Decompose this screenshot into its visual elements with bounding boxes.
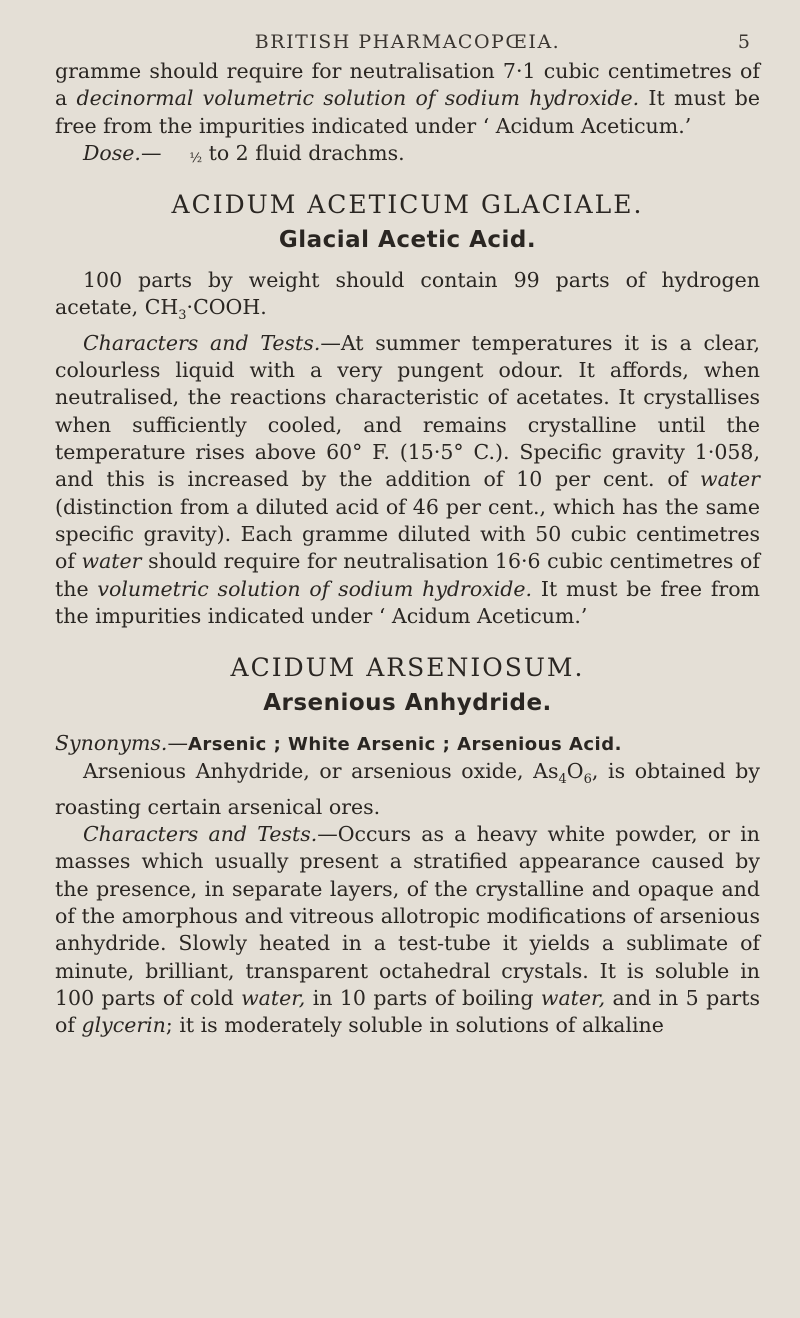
glacial-composition-paragraph — [55, 267, 760, 330]
monograph-subtitle-arsenious: Arsenious Anhydride. — [263, 690, 552, 717]
synonyms-dash: — — [167, 731, 188, 756]
glacial-composition-text-1: 100 parts by weight should contain 99 parts of hydrogen acetate, CH — [55, 268, 760, 320]
arsenious-composition-paragraph — [55, 758, 760, 821]
synonyms-line — [55, 730, 760, 758]
arsenious-formula-oxygen: O — [566, 759, 584, 784]
arsenious-tests-text-4: ; it is moderately soluble in solutions of alkaline — [165, 1013, 664, 1038]
page-number: 5 — [737, 31, 750, 53]
monograph-title-arsenious: ACIDUM ARSENIOSUM. — [230, 653, 585, 683]
arsenious-tests-em-3: glycerin — [81, 1013, 166, 1038]
glacial-tests-text-4: It must be free from the impurities indicated under ‘ Acidum Aceticum.’ — [55, 576, 761, 628]
arsenious-composition-text-1: Arsenious Anhydride, or arsenious oxide, As — [83, 759, 559, 784]
glacial-tests-text-2: (distinction from a diluted acid of 46 per cent., which has the same specific gravity). Each gramme diluted with 50 cubic centimetres of — [55, 494, 760, 574]
synonyms-label: Synonyms. — [55, 731, 168, 756]
arsenious-tests-em-2: water, — [540, 985, 606, 1010]
running-title: BRITISH PHARMACOPŒIA. — [254, 31, 561, 53]
continued-em: decinormal volumetric solution of sodium hydroxide. — [76, 86, 640, 111]
dose-text: to 2 fluid drachms. — [202, 140, 405, 165]
glacial-composition-text-2: ·COOH. — [186, 295, 267, 320]
monograph-title-glacial: ACIDUM ACETICUM GLACIALE. — [171, 190, 644, 220]
arsenious-tests-label: Characters and Tests. — [83, 822, 318, 847]
glacial-tests-em-2: water — [81, 549, 142, 574]
glacial-tests-em-3: volumetric solution of sodium hydroxide. — [97, 576, 533, 601]
arsenious-tests-text-3: and in 5 parts of — [55, 985, 760, 1038]
glacial-formula-subscript: 3 — [178, 308, 187, 324]
glacial-tests-text-3: should require for neutralisation 16·6 cubic centimetres of the — [55, 549, 760, 601]
continued-text-2: It must be free from the impurities indicated under ‘ Acidum Aceticum.’ — [55, 86, 760, 138]
dose-dash: — — [140, 140, 162, 165]
dose-line — [55, 140, 760, 167]
dose-label: Dose. — [83, 140, 141, 165]
arsenious-tests-em-1: water, — [241, 985, 306, 1010]
glacial-tests-label: Characters and Tests. — [83, 330, 321, 355]
arsenious-formula-subscript-1: 4 — [558, 772, 567, 788]
continued-text-1: gramme should require for neutralisation 7·1 cubic centimetres of a — [55, 59, 760, 111]
continued-paragraph — [55, 58, 760, 140]
glacial-tests-paragraph — [55, 330, 760, 630]
arsenious-composition-text-2: , is obtained by roasting certain arsenical ores. — [55, 759, 760, 819]
arsenious-formula-subscript-2: 6 — [583, 772, 592, 788]
glacial-tests-em-1: water — [700, 467, 760, 492]
synonyms-text: Arsenic ; White Arsenic ; Arsenious Acid. — [187, 734, 622, 756]
glacial-tests-text-1: —At summer temperatures it is a clear, colourless liquid with a very pungent odour. It affords, when neutralised, the reactions characteristic of acetates. It crystallises when sufficiently cooled, and remains crystalline until the temperature rises above 60° F. (15·5° C.). Specific gravity 1·058, and this is increased by the addition of 10 per cent. of — [55, 330, 760, 492]
arsenious-tests-paragraph — [55, 821, 760, 1039]
running-head — [55, 0, 760, 58]
monograph-subtitle-glacial: Glacial Acetic Acid. — [278, 227, 537, 254]
dose-fraction: ½ — [189, 150, 203, 166]
arsenious-tests-text-2: in 10 parts of boiling — [305, 985, 541, 1010]
arsenious-tests-text-1: —Occurs as a heavy white powder, or in masses which usually present a stratified appearance caused by the presence, in separate layers, of the crystalline and opaque and of the amorphous and vitreous allotropic modifications of arsenious anhydride. Slowly heated in a test-tube it yields a sublimate of minute, brilliant, transparent octahedral crystals. It is soluble in 100 parts of cold — [55, 822, 760, 1010]
